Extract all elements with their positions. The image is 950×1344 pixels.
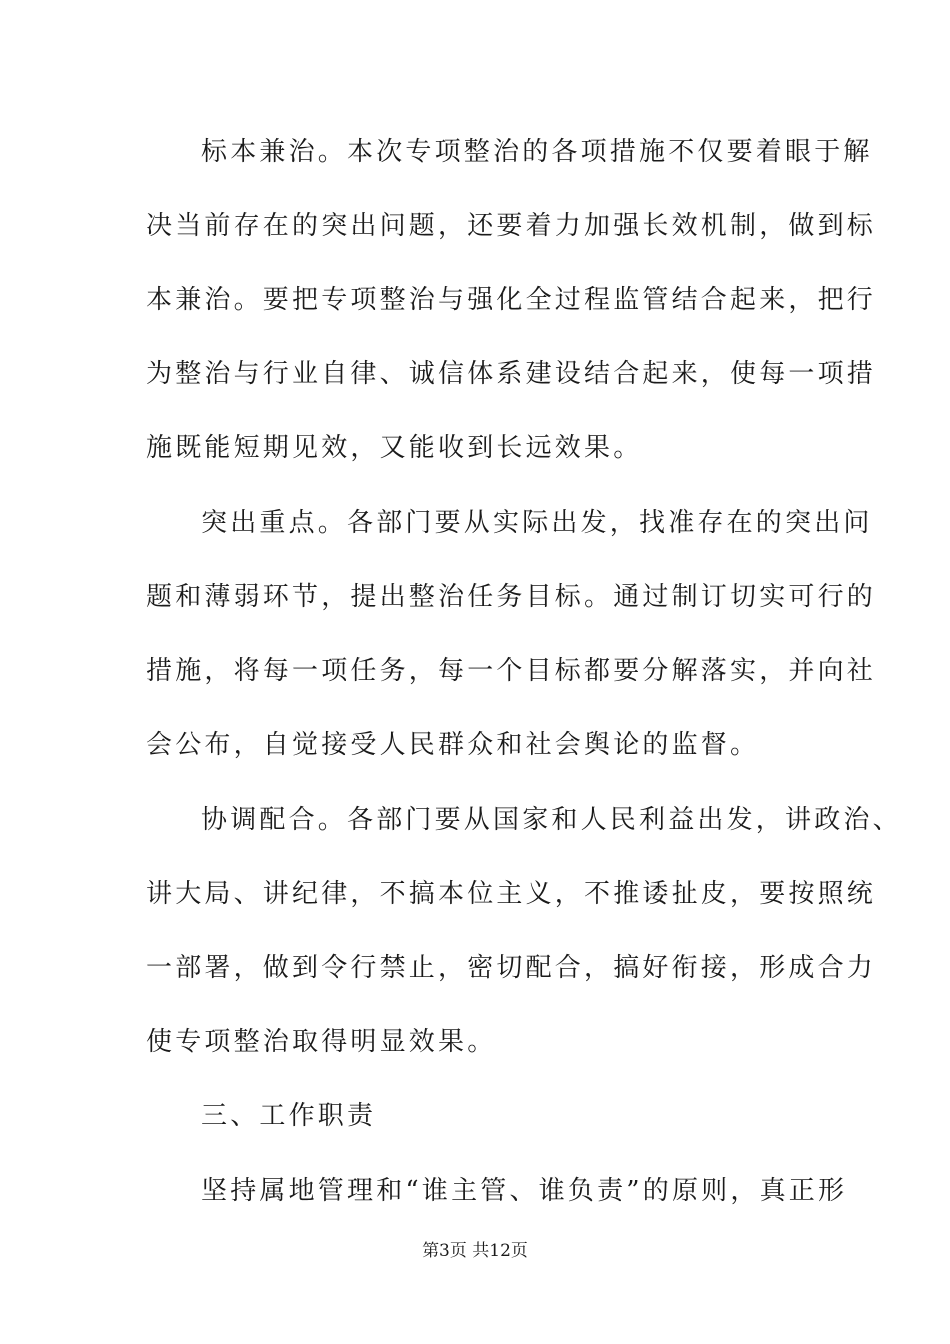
paragraph-line: 讲大局、讲纪律，不搞本位主义，不推诿扯皮，要按照统 bbox=[146, 879, 877, 909]
paragraph-line: 使专项整治取得明显效果。 bbox=[146, 1027, 497, 1057]
paragraph-line: 决当前存在的突出问题，还要着力加强长效机制，做到标 bbox=[146, 211, 877, 241]
paragraph-line: 措施，将每一项任务，每一个目标都要分解落实，并向社 bbox=[146, 656, 877, 686]
section-heading: 三、工作职责 bbox=[201, 1101, 377, 1131]
page-footer: 第3页 共12页 bbox=[422, 1241, 528, 1261]
paragraph-line: 突出重点。各部门要从实际出发，找准存在的突出问 bbox=[201, 508, 873, 538]
paragraph-line: 标本兼治。本次专项整治的各项措施不仅要着眼于解 bbox=[201, 137, 873, 167]
paragraph-line: 题和薄弱环节，提出整治任务目标。通过制订切实可行的 bbox=[146, 582, 877, 612]
paragraph-line: 一部署，做到令行禁止，密切配合，搞好衔接，形成合力 bbox=[146, 953, 877, 983]
paragraph-line: 本兼治。要把专项整治与强化全过程监管结合起来，把行 bbox=[146, 285, 877, 315]
paragraph-line: 协调配合。各部门要从国家和人民利益出发，讲政治、 bbox=[201, 805, 902, 835]
paragraph-line: 会公布，自觉接受人民群众和社会舆论的监督。 bbox=[146, 730, 760, 760]
paragraph-line: 施既能短期见效，又能收到长远效果。 bbox=[146, 433, 643, 463]
paragraph-line: 坚持属地管理和“谁主管、谁负责”的原则，真正形 bbox=[201, 1176, 848, 1206]
paragraph-line: 为整治与行业自律、诚信体系建设结合起来，使每一项措 bbox=[146, 359, 877, 389]
